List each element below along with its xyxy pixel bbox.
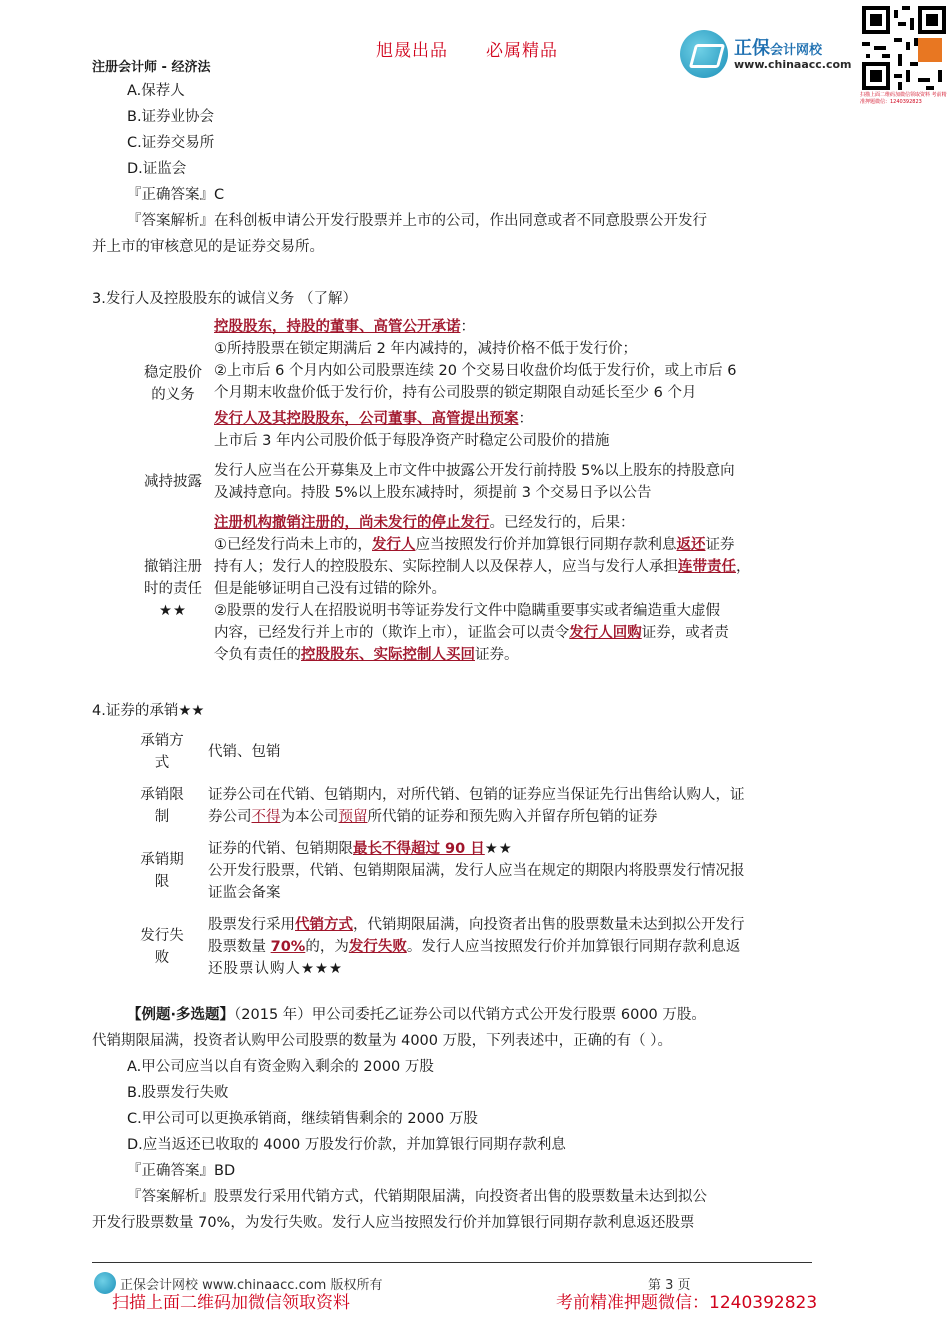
row-label: 承销限: [140, 787, 184, 803]
q2-analysis-line1: 『答案解析』股票发行采用代销方式，代销期限届满，向投资者出售的股票数量未达到拟公: [127, 1189, 707, 1205]
table-row: 稳定股价 的义务 控股股东，持股的董事、高管公开承诺： ①所持股票在锁定期满后 2 年内减持的，减持价格不低于发行价； ②上市后 6 个月内如公司股票连续 20 个交易日收盘价均低于发行价，或上市后 6 个月期末收盘价低于发行价，持有公司股票的锁定期限自动延长至少 6 个月 发行人及其控股股东，公司董事、高管提出预案： 上市后 3 年内公司股价低于每股净资产时稳定公司股价的措施: [132, 314, 751, 454]
row-text: 个月期末收盘价低于发行价，持有公司股票的锁定期限自动延长至少 6 个月: [214, 385, 697, 401]
header-slogan: [376, 36, 596, 61]
page-number: 第 3 页: [648, 1278, 691, 1293]
row-text: 证券公司在代销、包销期内，对所代销、包销的证券应当保证先行出售给认购人，证: [208, 787, 745, 803]
slogan-1: 旭晟出品: [376, 41, 448, 61]
row-text: 及减持意向。持股 5%以上股东减持时，须提前 3 个交易日予以公告: [214, 485, 652, 501]
row-label: 的义务: [151, 387, 195, 403]
row-text: 证监会备案: [208, 885, 281, 901]
section3-table: [132, 314, 751, 668]
row-label: 承销期: [140, 852, 184, 868]
row-text: 公开发行股票，代销、包销期限届满，发行人应当在规定的期限内将股票发行情况报: [208, 863, 745, 879]
star-rating: ★★: [159, 603, 187, 619]
q2-option-c: C.甲公司可以更换承销商，继续销售剩余的 2000 万股: [127, 1111, 478, 1127]
row-label: 发行失: [140, 928, 184, 944]
q2-analysis-line2: 开发行股票数量 70%，为发行失败。发行人应当按照发行价并加算银行同期存款利息返还股票: [92, 1215, 695, 1231]
logo-sub: 会计网校: [770, 43, 823, 58]
highlight-text: 注册机构撤销注册的，尚未发行的停止发行: [214, 515, 490, 531]
section3-title: 3.发行人及控股股东的诚信义务 （了解）: [92, 291, 357, 307]
logo-icon: [680, 30, 728, 78]
row-label: 减持披露: [144, 474, 202, 490]
table-row: [132, 454, 751, 506]
q1-option-d: D.证监会: [127, 161, 187, 177]
logo-name: 正保: [734, 38, 770, 59]
row-text: 但是能够证明自己没有过错的除外。: [214, 581, 446, 597]
section4-title: 4.证券的承销★★: [92, 703, 205, 719]
slogan-2: 必属精品: [486, 41, 558, 61]
row-label: 稳定股价: [144, 365, 202, 381]
row-text: ②上市后 6 个月内如公司股票连续 20 个交易日收盘价均低于发行价，或上市后 6: [214, 363, 737, 379]
q2-title: 【例题·多选题】（2015 年）甲公司委托乙证券公司以代销方式公开发行股票 6000 万股。: [127, 1007, 706, 1023]
row-text: 发行人应当在公开募集及上市文件中披露公开发行前持股 5%以上股东的持股意向: [214, 463, 735, 479]
q1-option-a: A.保荐人: [127, 83, 185, 99]
footer-divider: [92, 1262, 812, 1263]
highlight-text: 控股股东，持股的董事、高管公开承诺: [214, 319, 461, 335]
course-title: 注册会计师 - 经济法: [92, 60, 211, 75]
row-label: 时的责任: [144, 581, 202, 597]
q2-option-a: A.甲公司应当以自有资金购入剩余的 2000 万股: [127, 1059, 434, 1075]
footer-copyright: 正保会计网校 www.chinaacc.com 版权所有: [120, 1278, 383, 1293]
table-row: 发行失 败 股票发行采用代销方式，代销期限届满，向投资者出售的股票数量未达到拟公开发行 股票数量 70%的，为发行失败。发行人应当按照发行价并加算银行同期存款利息返 还股票认购人★★★: [124, 906, 745, 982]
logo-url: www.chinaacc.com: [734, 58, 852, 71]
footer-promo-left: 扫描上面二维码加微信领取资料: [112, 1293, 350, 1313]
row-text: 还股票认购人★★★: [208, 961, 343, 977]
row-text: ①所持股票在锁定期满后 2 年内减持的，减持价格不低于发行价；: [214, 341, 637, 357]
row-text: 上市后 3 年内公司股价低于每股净资产时稳定公司股价的措施: [214, 433, 610, 449]
q1-option-b: B.证券业协会: [127, 109, 215, 125]
row-label: 限: [154, 874, 170, 890]
row-text: ②股票的发行人在招股说明书等证券发行文件中隐瞒重要事实或者编造重大虚假: [214, 603, 720, 619]
q2-option-d: D.应当返还已收取的 4000 万股发行价款，并加算银行同期存款利息: [127, 1137, 566, 1153]
chinaacc-logo: [680, 30, 858, 80]
table-row: 承销限 制 证券公司在代销、包销期内，对所代销、包销的证券应当保证先行出售给认购人，证 券公司不得为本公司预留所代销的证券和预先购入并留存所包销的证券: [124, 776, 745, 830]
q2-option-b: B.股票发行失败: [127, 1085, 229, 1101]
row-text: 代销、包销: [208, 744, 281, 760]
row-label: 制: [154, 809, 170, 825]
q1-answer: 『正确答案』C: [127, 187, 225, 203]
table-row: [124, 728, 745, 776]
section4-table: [124, 728, 745, 982]
row-label: 撤销注册: [144, 559, 202, 575]
q1-option-c: C.证券交易所: [127, 135, 215, 151]
table-row: 承销期 限 证券的代销、包销期限最长不得超过 90 日★★ 公开发行股票，代销、包销期限届满，发行人应当在规定的期限内将股票发行情况报 证监会备案: [124, 830, 745, 906]
q2-stem-line2: 代销期限届满，投资者认购甲公司股票的数量为 4000 万股，下列表述中，正确的有（ ）。: [92, 1033, 672, 1049]
q1-analysis-line2: 并上市的审核意见的是证券交易所。: [92, 239, 324, 255]
highlight-text: 发行人及其控股股东，公司董事、高管提出预案: [214, 411, 519, 427]
row-label: 承销方: [140, 733, 184, 749]
q2-answer: 『正确答案』BD: [127, 1163, 236, 1179]
q1-analysis-line1: 『答案解析』在科创板申请公开发行股票并上市的公司，作出同意或者不同意股票公开发行: [127, 213, 707, 229]
row-label: 式: [154, 755, 170, 771]
footer-promo-right: 考前精准押题微信：1240392823: [556, 1293, 818, 1313]
qr-note: 扫描上面二维码加微信领取资料 考前精准押题微信：1240392823: [860, 92, 947, 105]
row-label: 败: [154, 950, 170, 966]
qr-code-icon: [862, 6, 946, 90]
table-row: 撤销注册 时的责任 ★★ 注册机构撤销注册的，尚未发行的停止发行。已经发行的，后果： ①已经发行尚未上市的，发行人应当按照发行价并加算银行同期存款利息返还证券 持有人；发行人的控股股东、实际控制人以及保荐人，应当与发行人承担连带责任， 但是能够证明自己没有过错的除外。 ②股票的发行人在招股说明书等证券发行文件中隐瞒重要事实或者编造重大虚假 内容，已经发行并上市的（欺诈上市），证监会可以责令发行人回购证券，或者责 令负有责任的控股股东、实际控制人买回证券。: [132, 506, 751, 668]
